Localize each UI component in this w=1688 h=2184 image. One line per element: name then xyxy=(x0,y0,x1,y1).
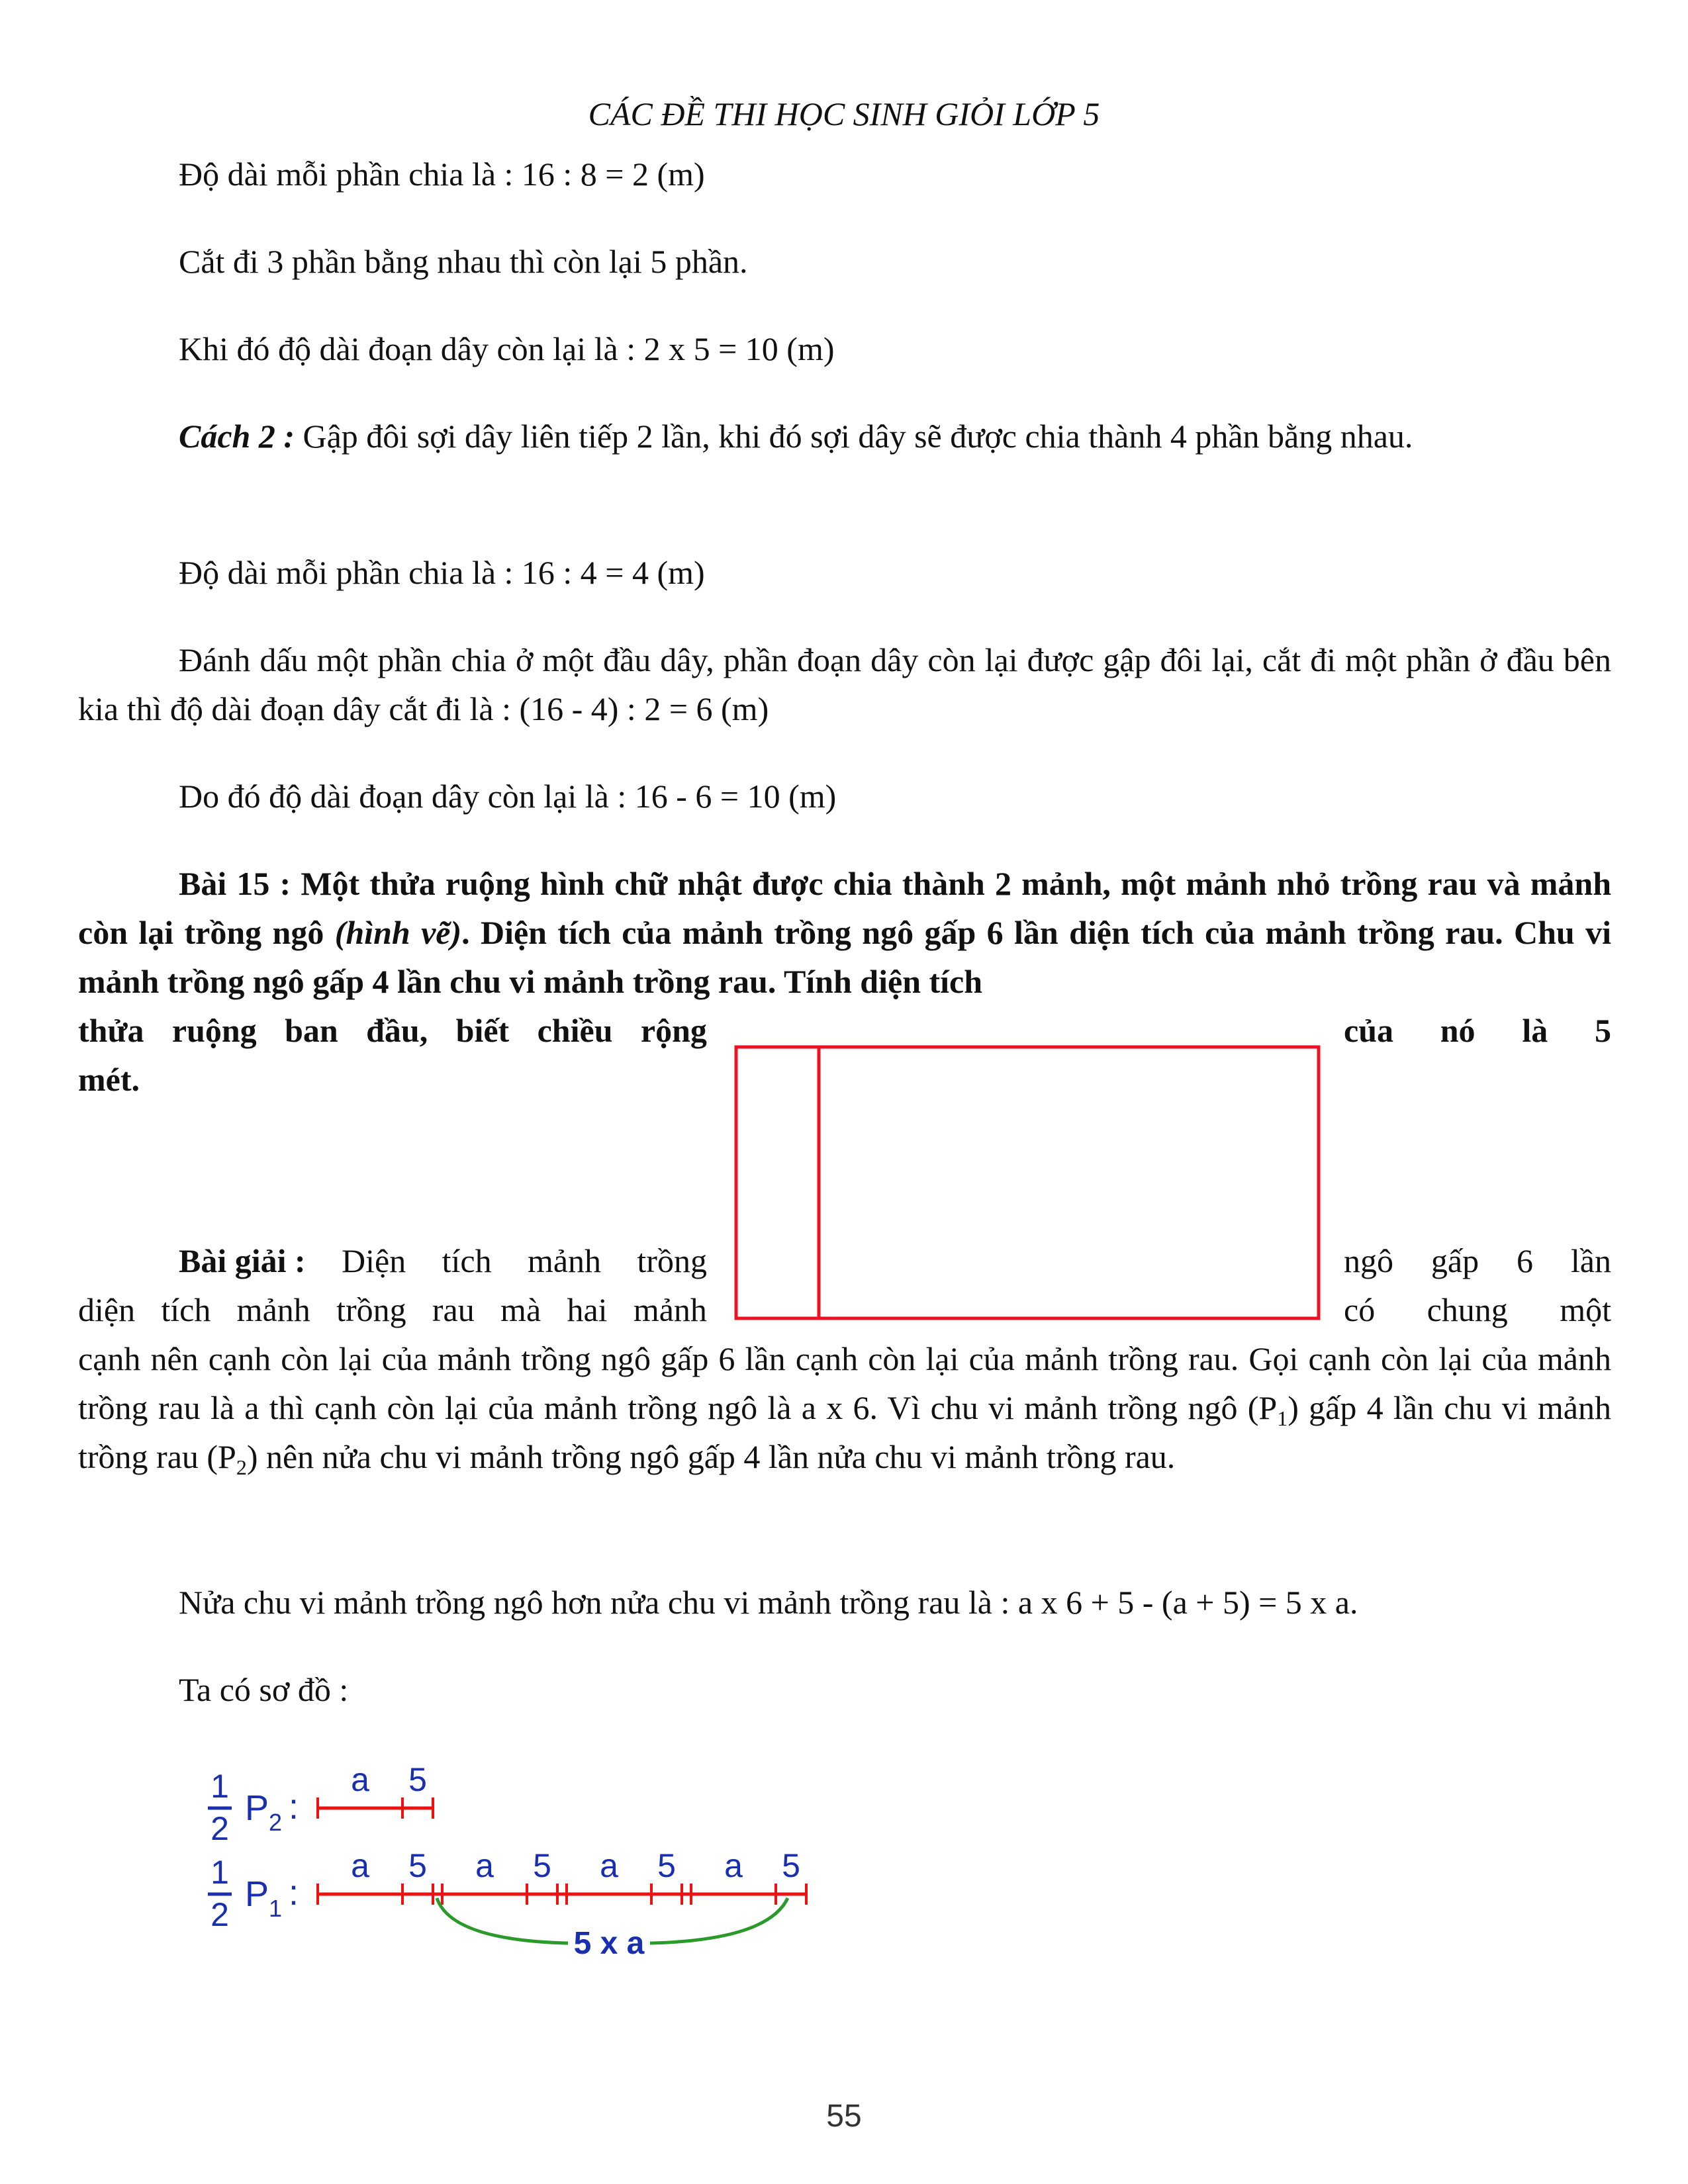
segment-label-a: a xyxy=(475,1847,494,1884)
paragraph-part-length-8: Độ dài mỗi phần chia là : 16 : 8 = 2 (m) xyxy=(179,156,705,193)
solution-body: cạnh nên cạnh còn lại của mảnh trồng ngô gấp 6 lần cạnh còn lại của mảnh trồng rau. Gọi cạnh còn lại của mảnh trồng rau là a thì cạnh còn lại của mảnh trồng ngô là a x 6. Vì chu vi mảnh trồng ngô $(P_1)$ gấp 4 lần chu vi mảnh trồng rau $(P_2)$ nên nửa chu vi mảnh trồng ngô gấp 4 lần nửa chu vi mảnh trồng rau. xyxy=(78,1340,1611,1479)
segment-label-5: 5 xyxy=(657,1847,676,1884)
segment-label-5: 5 xyxy=(408,1761,427,1798)
fraction-numerator: 1 xyxy=(211,1854,229,1891)
problem-15-line5: mét. xyxy=(78,1061,140,1098)
segment-label-a: a xyxy=(600,1847,618,1884)
colon: : xyxy=(289,1873,299,1913)
paragraph-part-length-4: Độ dài mỗi phần chia là : 16 : 4 = 4 (m) xyxy=(179,554,705,591)
segment-label-a: a xyxy=(351,1847,369,1884)
problem-15-text xyxy=(78,859,1611,1006)
solution-line2-right: có chung một xyxy=(1344,1291,1611,1328)
half-p2-row xyxy=(208,1761,433,1847)
paragraph-mark-and-fold: Đánh dấu một phần chia ở một đầu dây, phần đoạn dây còn lại được gập đôi lại, cắt đi một phần ở đầu bên kia thì độ dài đoạn dây cắt đi là : (16 - 4) : 2 = 6 (m) xyxy=(78,641,1611,727)
perimeter-subscript: 2 xyxy=(269,1809,283,1836)
solution-label: Bài giải : xyxy=(179,1242,306,1279)
segment-label-5: 5 xyxy=(782,1847,800,1884)
paragraph-half-perimeter-difference: Nửa chu vi mảnh trồng ngô hơn nửa chu vi mảnh trồng rau là : a x 6 + 5 - (a + 5) = 5 x a. xyxy=(179,1584,1358,1621)
paragraph-cut-three-parts: Cắt đi 3 phần bằng nhau thì còn lại 5 phần. xyxy=(179,243,748,280)
half-p1-row xyxy=(208,1847,806,1933)
perimeter-letter: P xyxy=(245,1874,269,1914)
field-rectangle-figure xyxy=(728,1039,1331,1330)
fraction-denominator: 2 xyxy=(211,1896,229,1933)
solution-line1-right: ngô gấp 6 lần xyxy=(1344,1242,1611,1279)
colon: : xyxy=(289,1787,299,1827)
segment-diagram xyxy=(192,1747,827,1966)
method-2-text: Gập đôi sợi dây liên tiếp 2 lần, khi đó sợi dây sẽ được chia thành 4 phần bằng nhau. xyxy=(295,418,1413,455)
fraction-denominator: 2 xyxy=(211,1810,229,1847)
solution-line2-left: diện tích mảnh trồng rau mà hai mảnh xyxy=(78,1291,707,1328)
segment-label-a: a xyxy=(724,1847,743,1884)
segment-label-5: 5 xyxy=(533,1847,551,1884)
page-header: CÁC ĐỀ THI HỌC SINH GIỎI LỚP 5 xyxy=(588,95,1100,132)
problem-15-part1: Bài 15 : Một thửa ruộng hình chữ nhật được chia thành 2 mảnh, một mảnh nhỏ trồng rau và mảnh còn lại trồng ngô xyxy=(78,865,1611,951)
method-2-label: Cách 2 : xyxy=(179,418,295,455)
segment-label-5: 5 xyxy=(408,1847,427,1884)
field-outer-rectangle xyxy=(736,1047,1319,1318)
segment-label-a: a xyxy=(351,1761,369,1798)
brace-label: 5 x a xyxy=(573,1926,645,1961)
problem-15-figure-ref: (hình vẽ) xyxy=(334,914,462,951)
p2-segments xyxy=(318,1761,433,1819)
perimeter-subscript: 1 xyxy=(269,1895,283,1922)
problem-15-part2: . Diện tích của mảnh trồng ngô gấp 6 lần diện tích của mảnh trồng rau. Chu vi mảnh trồng ngô gấp 4 lần chu vi mảnh trồng rau. Tính diện tích xyxy=(78,914,1611,1000)
paragraph-remaining-length-1: Khi đó độ dài đoạn dây còn lại là : 2 x 5 = 10 (m) xyxy=(179,330,835,367)
perimeter-letter: P xyxy=(245,1788,269,1828)
solution-line1-left: Bài giải : Diện tích mảnh trồng xyxy=(179,1236,707,1285)
p1-segments xyxy=(318,1847,806,1905)
fraction-numerator: 1 xyxy=(211,1768,229,1805)
problem-15-line4-right: của nó là 5 xyxy=(1344,1012,1611,1049)
problem-15-line4-left: thửa ruộng ban đầu, biết chiều rộng xyxy=(78,1012,707,1049)
paragraph-scheme-intro: Ta có sơ đồ : xyxy=(179,1671,349,1708)
paragraph-method-2 xyxy=(78,412,1611,461)
page-number: 55 xyxy=(826,2099,862,2134)
paragraph-remaining-length-2: Do đó độ dài đoạn dây còn lại là : 16 - 6 = 10 (m) xyxy=(179,778,837,815)
